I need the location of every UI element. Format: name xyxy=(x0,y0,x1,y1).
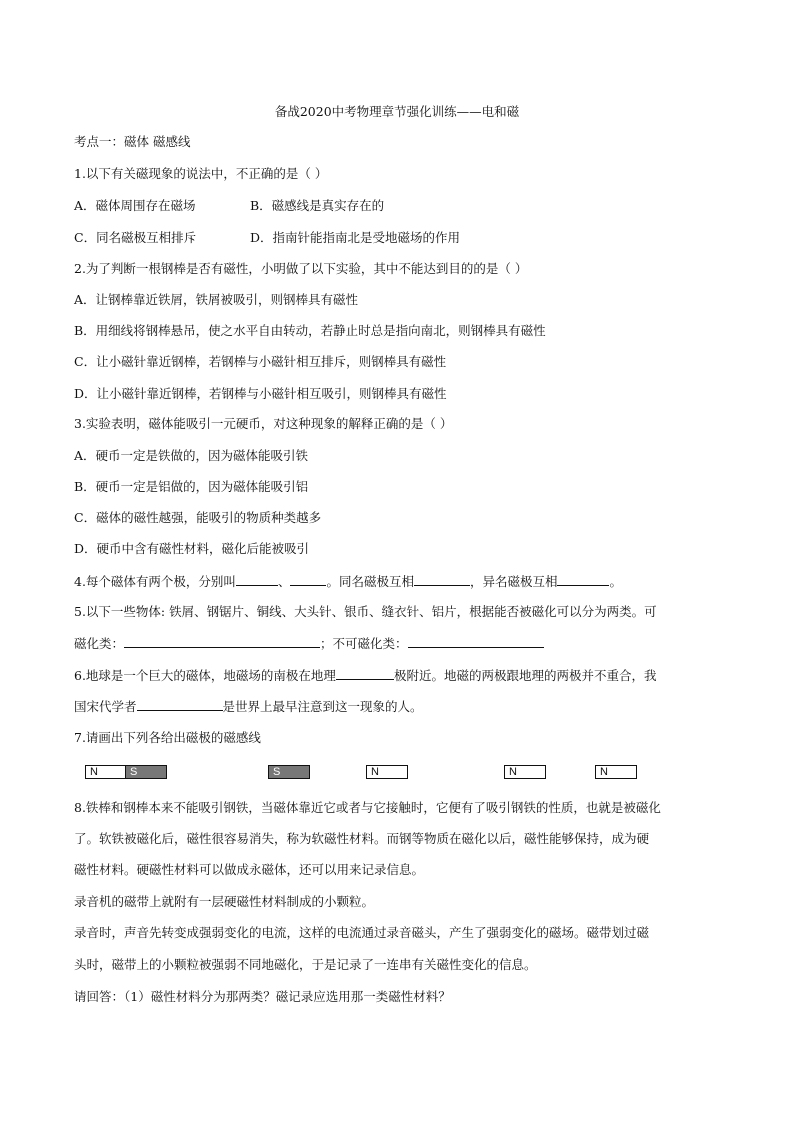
magnet-pole-n: N xyxy=(85,765,126,779)
q8-paragraph-1: 8.铁棒和钢棒本来不能吸引钢铁，当磁体靠近它或者与它接触时，它便有了吸引钢铁的性质，也就是被磁化 xyxy=(74,800,661,815)
q8-paragraph-4: 录音机的磁带上就附有一层硬磁性材料制成的小颗粒。 xyxy=(74,894,375,909)
q7-stem: 7.请画出下列各给出磁极的磁感线 xyxy=(74,730,261,745)
q8-paragraph-2: 了。软铁被磁化后，磁性很容易消失，称为软磁性材料。而钢等物质在磁化以后，磁性能够保持，成为硬 xyxy=(74,831,650,846)
q4-blank-1[interactable] xyxy=(236,573,278,586)
q2-stem: 2.为了判断一根钢棒是否有磁性，小明做了以下实验，其中不能达到目的的是（ ） xyxy=(74,261,528,276)
q6-line-2 xyxy=(74,698,423,715)
q1-option-a: A．磁体周围存在磁场 xyxy=(74,198,196,213)
q6-blank-2[interactable] xyxy=(137,698,223,711)
magnet-pole-s: S xyxy=(125,765,167,779)
q3-option-c: C．磁体的磁性越强，能吸引的物质种类越多 xyxy=(74,510,322,525)
q1-stem: 1.以下有关磁现象的说法中，不正确的是（ ） xyxy=(74,166,328,181)
q5-part-2: ；不可磁化类： xyxy=(320,636,408,651)
q1-option-b: B．磁感线是真实存在的 xyxy=(250,198,385,213)
q4-blank-4[interactable] xyxy=(557,573,609,586)
q2-option-d: D．让小磁针靠近钢棒，若钢棒与小磁针相互吸引，则钢棒具有磁性 xyxy=(74,386,447,401)
q8-question: 请回答：（1）磁性材料分为那两类？磁记录应选用那一类磁性材料？ xyxy=(74,989,451,1004)
q6-part-4: 是世界上最早注意到这一现象的人。 xyxy=(222,699,423,714)
page-title: 备战2020中考物理章节强化训练——电和磁 xyxy=(274,104,520,119)
q3-option-b: B．硬币一定是铝做的，因为磁体能吸引铝 xyxy=(74,479,309,494)
q3-option-a: A．硬币一定是铁做的，因为磁体能吸引铁 xyxy=(74,448,309,463)
q5-part-1: 磁化类： xyxy=(74,636,125,651)
q3-stem: 3.实验表明，磁体能吸引一元硬币，对这种现象的解释正确的是（ ） xyxy=(74,416,453,431)
bar-magnet-ns xyxy=(85,765,167,779)
q2-option-c: C．让小磁针靠近钢棒，若钢棒与小磁针相互排斥，则钢棒具有磁性 xyxy=(74,354,447,369)
q5-stem: 5.以下一些物体: 铁屑、钢锯片、铜线、大头针、银币、缝衣针、铝片，根据能否被磁化可以分为两类。可 xyxy=(74,604,657,619)
magnet-pole-n: N xyxy=(504,765,546,779)
q6-part-3: 国宋代学者 xyxy=(74,699,137,714)
q1-option-d: D．指南针能指南北是受地磁场的作用 xyxy=(250,230,461,245)
q4-part-2: 、 xyxy=(277,574,291,589)
q8-paragraph-6: 头时，磁带上的小颗粒被强弱不同地磁化，于是记录了一连串有关磁性变化的信息。 xyxy=(74,957,537,972)
q5-blank-magnetizable[interactable] xyxy=(124,635,320,648)
q8-paragraph-3: 磁性材料。硬磁性材料可以做成永磁体，还可以用来记录信息。 xyxy=(74,862,425,877)
q5-answer-line xyxy=(74,635,544,652)
q6-blank-1[interactable] xyxy=(336,667,394,680)
q6-part-1: 6.地球是一个巨大的磁体，地磁场的南极在地理 xyxy=(74,668,336,683)
q4-part-1: 4.每个磁体有两个极，分别叫 xyxy=(74,574,236,589)
q2-option-b: B．用细线将钢棒悬吊，使之水平自由转动，若静止时总是指向南北，则钢棒具有磁性 xyxy=(74,323,546,338)
q6-line-1 xyxy=(74,667,656,684)
q4-part-3: 。同名磁极互相 xyxy=(326,574,414,589)
q6-part-2: 极附近。地磁的两极跟地理的两极并不重合，我 xyxy=(393,668,657,683)
magnet-pole-s: S xyxy=(268,765,310,779)
section-heading: 考点一：磁体 磁感线 xyxy=(74,134,191,149)
q2-option-a: A．让钢棒靠近铁屑，铁屑被吸引，则钢棒具有磁性 xyxy=(74,292,359,307)
magnet-s-pole xyxy=(268,765,312,779)
q4-blank-3[interactable] xyxy=(414,573,470,586)
magnet-n-pole-2 xyxy=(504,765,548,779)
q5-blank-nonmagnetizable[interactable] xyxy=(408,635,544,648)
q4-part-5: 。 xyxy=(609,574,622,589)
q4-blank-2[interactable] xyxy=(290,573,326,586)
q8-paragraph-5: 录音时，声音先转变成强弱变化的电流，这样的电流通过录音磁头，产生了强弱变化的磁场。磁带划过磁 xyxy=(74,925,650,940)
magnet-pole-n: N xyxy=(595,765,637,779)
q4-text xyxy=(74,573,622,590)
magnet-pole-n: N xyxy=(366,765,408,779)
q3-option-d: D．硬币中含有磁性材料，磁化后能被吸引 xyxy=(74,541,310,556)
q1-option-c: C．同名磁极互相排斥 xyxy=(74,230,197,245)
q4-part-4: ，异名磁极互相 xyxy=(469,574,558,589)
magnet-n-pole-3 xyxy=(595,765,639,779)
magnet-n-pole-1 xyxy=(366,765,410,779)
